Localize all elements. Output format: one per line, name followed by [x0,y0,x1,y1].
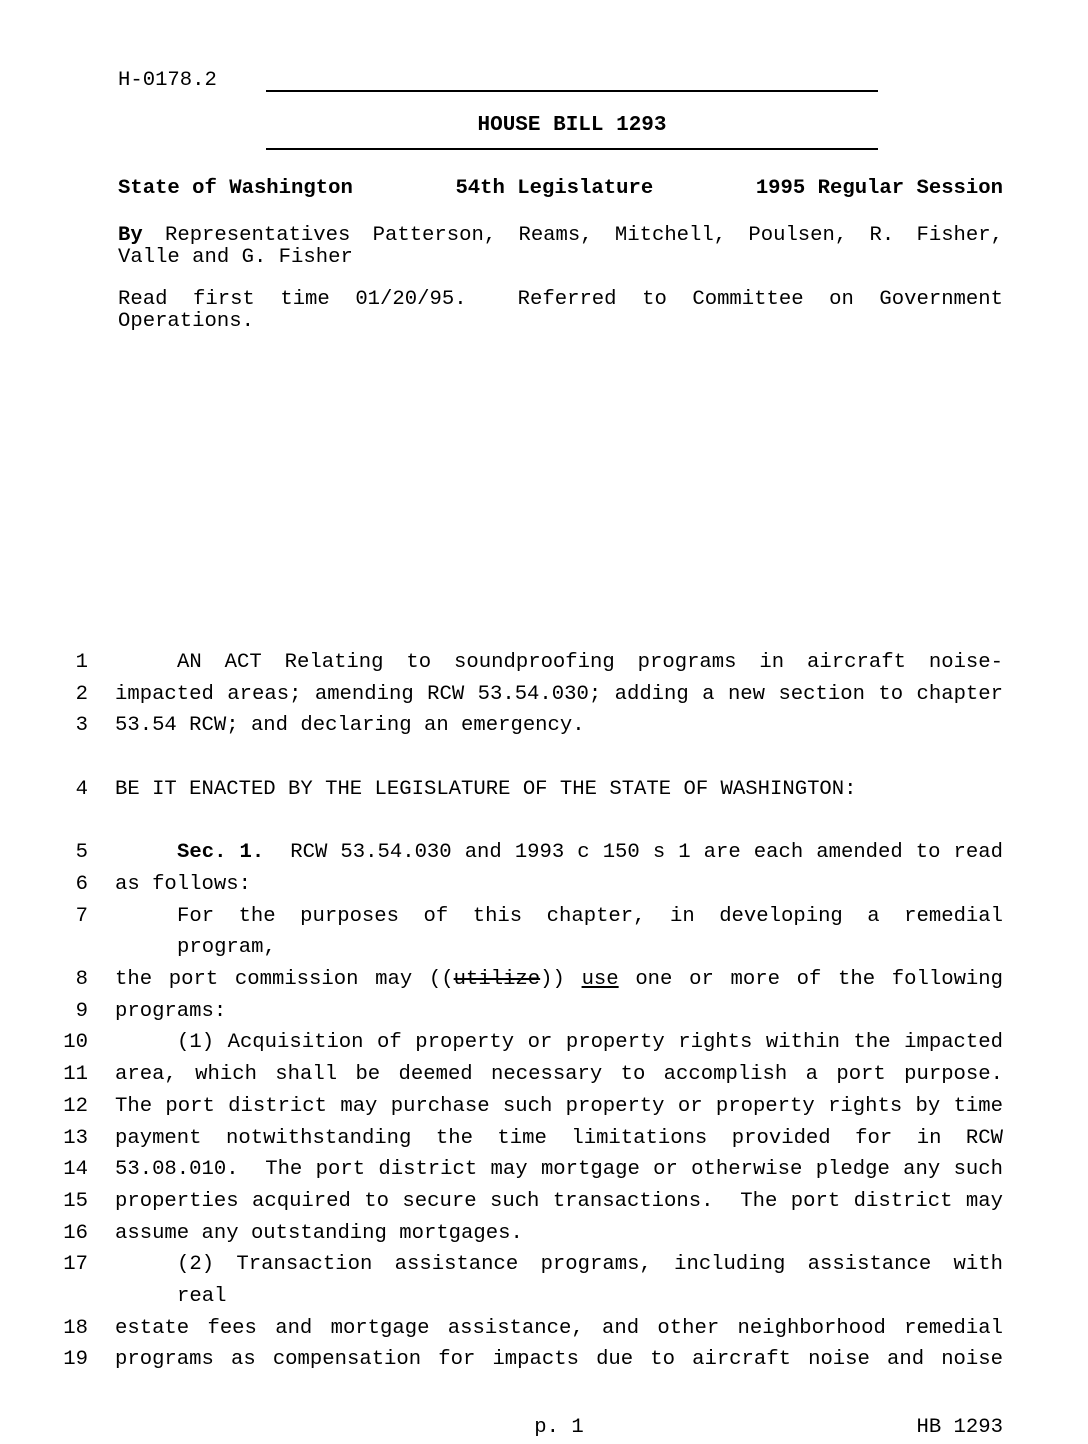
line-number: 10 [63,1031,88,1055]
line-text [115,1313,1003,1345]
referral-paragraph [118,289,1003,333]
line-text [115,1249,1003,1312]
bill-text: properties acquired to secure such transactions. The port district may [115,1189,1003,1213]
by-label: By [118,224,143,247]
bill-line-7 [0,901,1088,964]
session-state: State of Washington [118,177,353,200]
line-number: 2 [75,682,88,706]
bill-line-16 [0,1218,1088,1250]
bill-text: impacted areas; amending RCW 53.54.030; adding a new section to chapter [115,682,1003,706]
bill-text: area, which shall be deemed necessary to accomplish a port purpose. [115,1063,1003,1087]
bill-line-15 [0,1186,1088,1218]
sponsors-line-2: Valle and G. Fisher [118,246,353,269]
bill-line-18 [0,1313,1088,1345]
bill-line-2 [0,679,1088,711]
bill-line-8 [0,964,1088,996]
line-text [115,1027,1003,1059]
bill-text: estate fees and mortgage assistance, and other neighborhood remedial [115,1316,1003,1340]
bill-text: BE IT ENACTED BY THE LEGISLATURE OF THE STATE OF WASHINGTON: [115,777,857,801]
document-code: H-0178.2 [118,69,217,92]
page-footer [115,1412,1003,1444]
line-text [115,996,1003,1028]
line-text [115,1186,1003,1218]
bill-text: (1) Acquisition of property or property rights within the impacted [177,1031,1003,1055]
line-text [115,901,1003,964]
line-text [115,964,1003,996]
line-number: 11 [63,1063,88,1087]
footer-spacer [115,1412,411,1444]
line-number: 8 [75,968,88,991]
sponsors-names: Representatives Patterson, Reams, Mitchell, Poulsen, R. Fisher, [142,224,1003,247]
line-number: 17 [63,1253,88,1277]
bill-body [0,647,1088,1376]
bill-text: 53.54 RCW; and declaring an emergency. [115,714,585,738]
bill-text: AN ACT Relating to soundproofing programs in aircraft noise- [177,651,1003,674]
document-code-row [118,68,1003,92]
bill-line-17 [0,1249,1088,1312]
line-text [115,1344,1003,1376]
line-text [115,1218,1003,1250]
header-rule-top [266,88,878,92]
bill-line-3 [0,710,1088,742]
sponsors-line-1 [118,225,1003,247]
bill-text: For the purposes of this chapter, in developing a remedial program, [177,904,1003,960]
line-number: 4 [75,777,88,801]
inserted-text: use [581,968,619,991]
bill-line-12 [0,1091,1088,1123]
line-text [115,1091,1003,1123]
line-text [115,679,1003,711]
bill-line-19 [0,1344,1088,1376]
session-name: 1995 Regular Session [755,177,1003,200]
line-text [115,774,1003,806]
bill-line-4 [0,774,1088,806]
bill-text: programs as compensation for impacts due to aircraft noise and noise [115,1348,1003,1372]
line-number: 1 [75,651,88,674]
line-number: 12 [63,1094,88,1118]
bill-text: payment notwithstanding the time limitations provided for in RCW [115,1126,1003,1150]
line-text [115,1154,1003,1186]
line-number: 18 [63,1316,88,1340]
bill-text: programs: [115,999,227,1023]
bill-line-11 [0,1059,1088,1091]
bill-number: HB 1293 [916,1416,1003,1440]
line-number: 16 [63,1221,88,1245]
bill-text: Sec. 1. [177,841,265,865]
sponsors-paragraph [118,225,1003,269]
stricken-text: utilize [453,968,541,991]
bill-line-14 [0,1154,1088,1186]
line-number: 3 [75,714,88,738]
bill-text: (2) Transaction assistance programs, including assistance with real [177,1253,1003,1309]
bill-text: The port district may purchase such property or property rights by time [115,1094,1003,1118]
referral-line-2: Operations. [118,310,254,333]
bill-line-9 [0,996,1088,1028]
line-text [115,1059,1003,1091]
bill-line-5 [0,837,1088,869]
line-number: 15 [63,1189,88,1213]
session-row [118,178,1003,200]
line-number: 7 [75,904,88,928]
line-text [115,647,1003,679]
line-text [115,1123,1003,1155]
bill-line-13 [0,1123,1088,1155]
line-number: 9 [75,999,88,1023]
bill-text: assume any outstanding mortgages. [115,1221,523,1245]
referral-line-1: Read first time 01/20/95. Referred to Committee on Government [118,288,1003,311]
line-text [115,869,1003,901]
page-number: p. 1 [534,1416,584,1440]
line-number: 19 [63,1348,88,1372]
bill-text: one or more of the following [618,968,1003,991]
bill-header [118,68,1003,333]
line-number: 6 [75,872,88,896]
line-text [115,837,1003,869]
bill-text: as follows: [115,872,251,896]
bill-text: )) [540,968,582,991]
bill-line-1 [0,647,1088,679]
bill-line-10 [0,1027,1088,1059]
line-number: 13 [63,1126,88,1150]
bill-title: HOUSE BILL 1293 [266,114,878,150]
line-number: 14 [63,1158,88,1182]
bill-text: 53.08.010. The port district may mortgage or otherwise pledge any such [115,1158,1003,1182]
bill-line-6 [0,869,1088,901]
session-legislature: 54th Legislature [455,177,654,200]
line-number: 5 [75,841,88,865]
bill-text: RCW 53.54.030 and 1993 c 150 s 1 are each amended to read [264,841,1003,865]
bill-text: the port commission may (( [115,968,454,991]
line-text [115,710,1003,742]
